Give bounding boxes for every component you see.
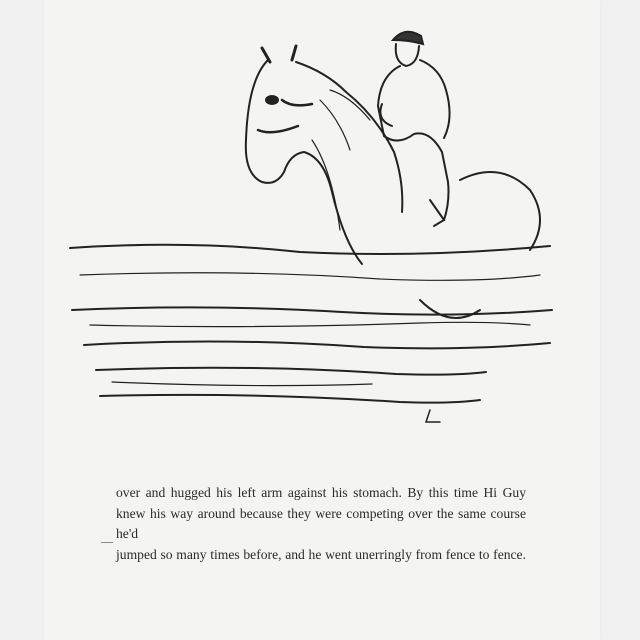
- fence-rails: [70, 245, 552, 422]
- body-text: [116, 483, 526, 565]
- text-line: knew his way around because they were competing over the same course he'd: [116, 505, 526, 541]
- margin-mark: [101, 542, 113, 543]
- text-line: jumped so many times before, and he went unerringly from fence to fence.: [116, 546, 526, 562]
- horse: [246, 46, 540, 318]
- text-line: over and hugged his left arm against his stomach. By this time Hi Guy: [116, 485, 526, 500]
- rider: [378, 32, 450, 226]
